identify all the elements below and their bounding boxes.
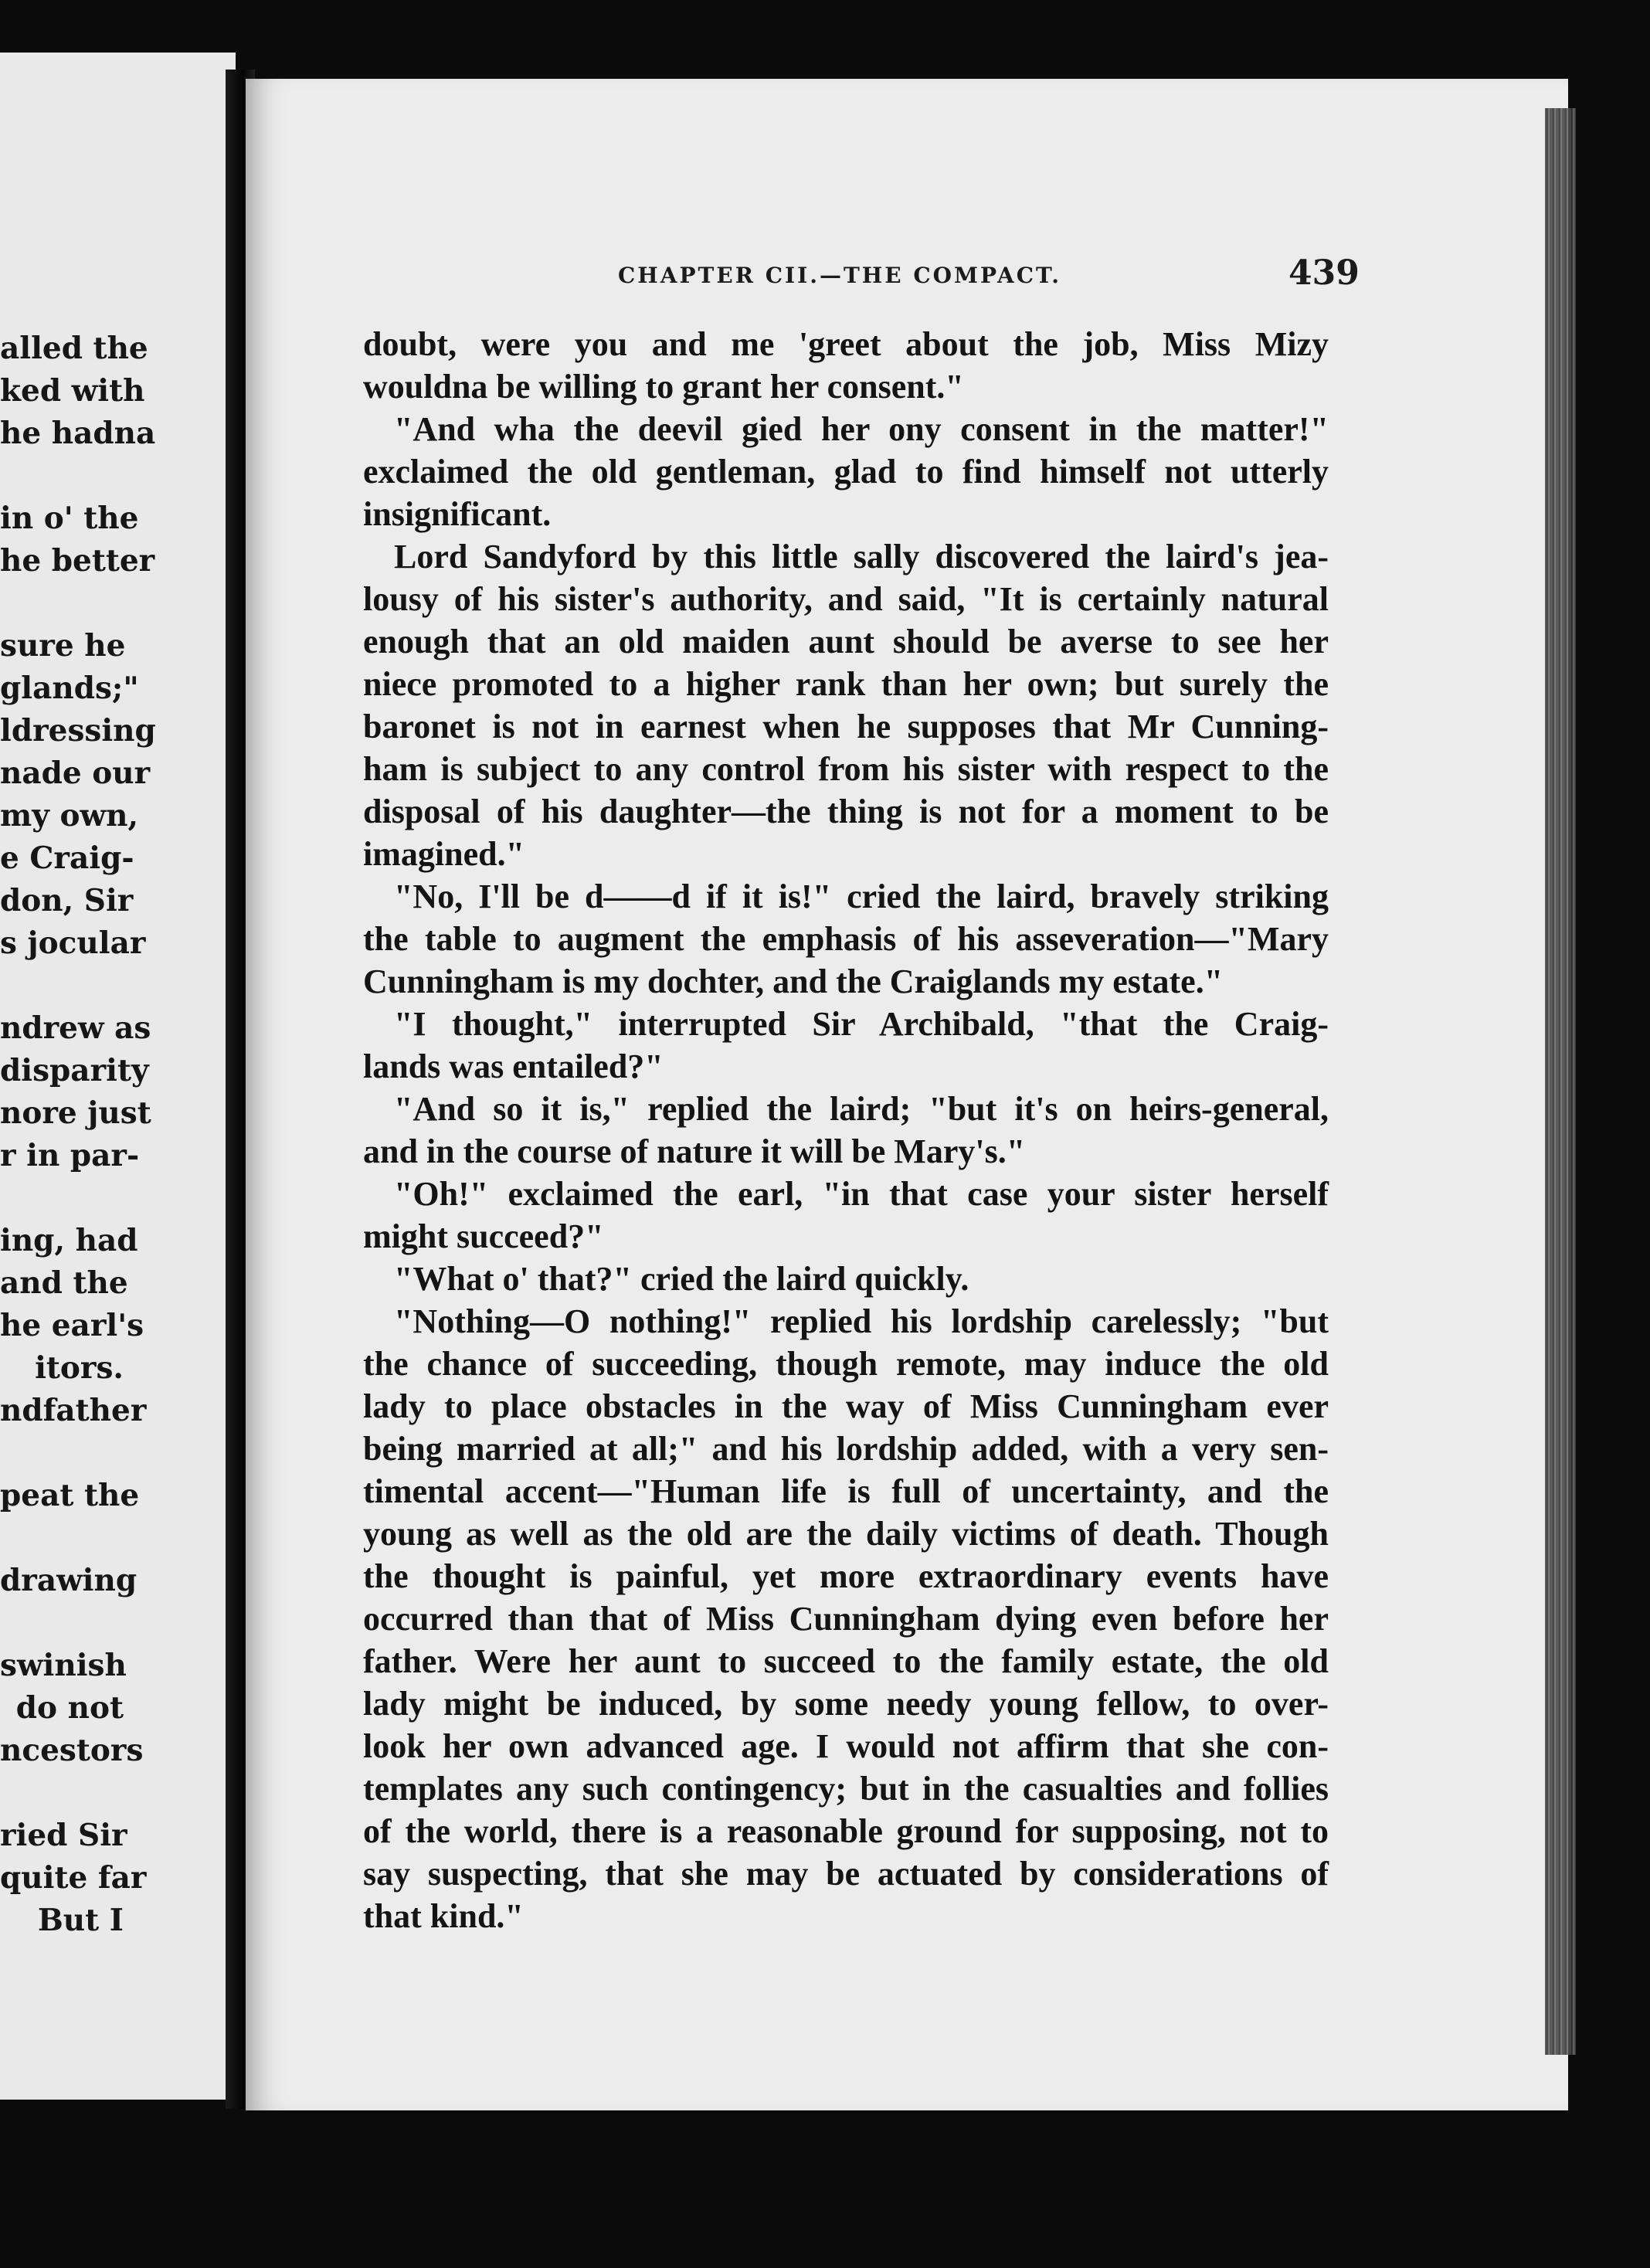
previous-page-line: itors. [35,1350,124,1386]
previous-page-line: in o' the [0,501,139,536]
previous-page-fragment [0,53,236,2100]
previous-page-line: he hadna [0,416,156,451]
previous-page-line: he better [0,543,155,579]
previous-page-line: ndfather [0,1393,147,1428]
text-line: "And so it is," replied the laird; "but it's on heirs-general, [394,1090,1329,1128]
running-head: CHAPTER CII.—THE COMPACT. [618,263,1061,288]
page-edges [1545,108,1576,2055]
text-line: imagined." [363,835,525,873]
page-number: 439 [1288,253,1360,293]
previous-page-line: nade our [0,755,151,791]
text-line: say suspecting, that she may be actuated by considerations of [363,1855,1329,1893]
text-line: young as well as the old are the daily victims of death. Though [363,1515,1329,1553]
previous-page-line: do not [15,1690,124,1726]
text-line: lousy of his sister's authority, and said, "It is certainly natural [363,580,1329,618]
text-line: lady to place obstacles in the way of Miss Cunningham ever [363,1387,1329,1425]
previous-page-line: ked with [0,373,145,409]
previous-page-line: r in par- [0,1138,140,1173]
previous-page-line: ing, had [0,1223,138,1258]
text-line: Cunningham is my dochter, and the Craiglands my estate." [363,963,1224,1000]
previous-page-line: peat the [0,1478,140,1513]
text-line: lady might be induced, by some needy young fellow, to over- [363,1685,1329,1723]
text-line: of the world, there is a reasonable ground for supposing, not to [363,1812,1329,1850]
previous-page-line: ldressing [0,713,156,749]
previous-page-line: ndrew as [0,1010,151,1046]
text-line: that kind." [363,1897,524,1935]
body-text [363,323,1329,1937]
text-line: "I thought," interrupted Sir Archibald, "that the Craig- [394,1005,1329,1043]
previous-page-line: and the [0,1265,128,1301]
text-line: wouldna be willing to grant her consent." [363,368,964,406]
text-line: exclaimed the old gentleman, glad to find himself not utterly [363,453,1329,491]
text-line: doubt, were you and me 'greet about the job, Miss Mizy [363,325,1329,363]
text-line: lands was entailed?" [363,1047,664,1085]
previous-page-line: But I [37,1903,124,1938]
previous-page-line: he earl's [0,1308,144,1343]
previous-page-line: my own, [0,798,139,834]
text-line: the thought is painful, yet more extraordinary events have [363,1557,1329,1595]
text-line: templates any such contingency; but in the casualties and follies [363,1770,1329,1808]
previous-page-line: quite far [0,1860,147,1896]
text-line: "And wha the deevil gied her ony consent in the matter!" [394,410,1329,448]
text-line: Lord Sandyford by this little sally discovered the laird's jea- [394,538,1329,575]
text-line: occurred than that of Miss Cunningham dying even before her [363,1600,1329,1638]
text-line: "Oh!" exclaimed the earl, "in that case your sister herself [394,1175,1329,1213]
previous-page-line: don, Sir [0,883,134,918]
text-line: enough that an old maiden aunt should be averse to see her [363,623,1329,660]
previous-page-line: glands;" [0,671,139,706]
text-line: the chance of succeeding, though remote, may induce the old [363,1345,1329,1383]
text-line: look her own advanced age. I would not affirm that she con- [363,1727,1329,1765]
previous-page-line: e Craig- [0,840,134,876]
text-line: and in the course of nature it will be Mary's." [363,1132,1026,1170]
text-line: "No, I'll be d——d if it is!" cried the laird, bravely striking [394,878,1329,915]
text-line: being married at all;" and his lordship added, with a very sen- [363,1430,1329,1468]
previous-page-line: ncestors [0,1733,144,1768]
text-line: "What o' that?" cried the laird quickly. [394,1260,969,1298]
text-line: might succeed?" [363,1217,604,1255]
text-line: ham is subject to any control from his sister with respect to the [363,750,1329,788]
text-line: insignificant. [363,495,552,533]
previous-page-line: disparity [0,1053,149,1088]
text-line: disposal of his daughter—the thing is not for a moment to be [363,793,1329,830]
text-line: father. Were her aunt to succeed to the family estate, the old [363,1642,1329,1680]
text-line: baronet is not in earnest when he supposes that Mr Cunning- [363,708,1329,745]
text-line: timental accent—"Human life is full of uncertainty, and the [363,1472,1329,1510]
previous-page-line: swinish [0,1648,127,1683]
previous-page-line: drawing [0,1563,138,1598]
text-line: "Nothing—O nothing!" replied his lordship carelessly; "but [394,1302,1329,1340]
previous-page-line: alled the [0,331,148,366]
previous-page-line: s jocular [0,925,146,961]
previous-page-line: nore just [0,1095,151,1131]
previous-page-line: sure he [0,628,126,664]
text-line: niece promoted to a higher rank than her own; but surely the [363,665,1329,703]
text-line: the table to augment the emphasis of his asseveration—"Mary [363,920,1329,958]
previous-page-line: ried Sir [0,1818,127,1853]
